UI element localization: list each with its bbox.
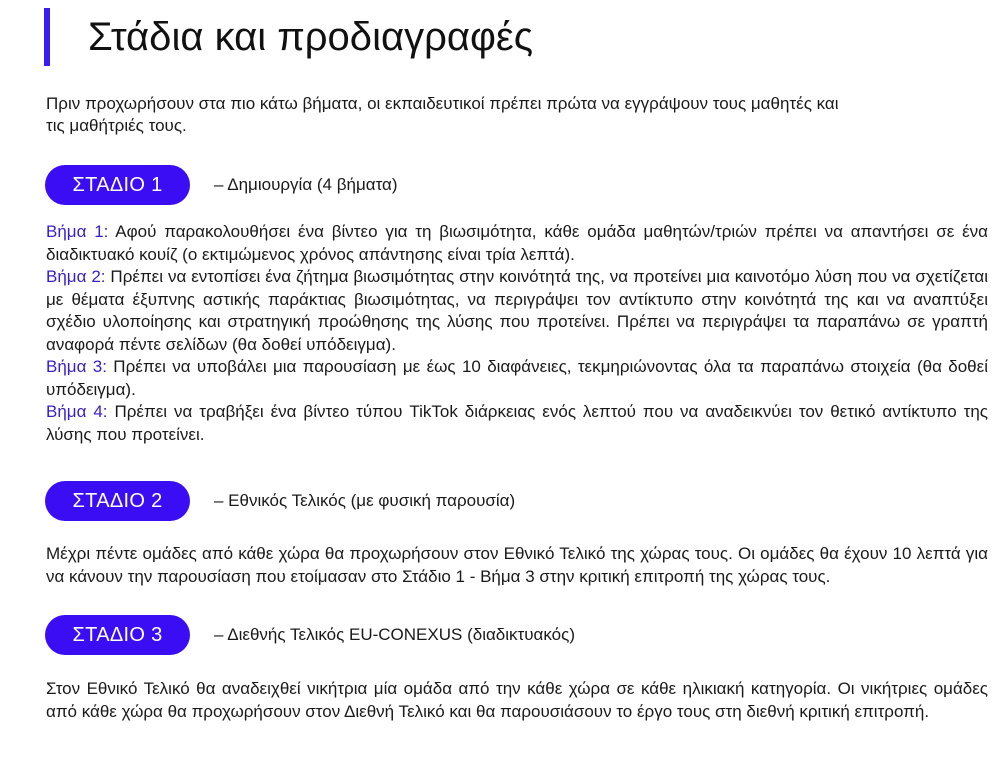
stage-3-paragraph: Στον Εθνικό Τελικό θα αναδειχθεί νικήτρια μία ομάδα από την κάθε χώρα σε κάθε ηλικιακή κατηγορία. Οι νικήτριες ομάδες από κάθε χώρα θα προχωρήσουν στον Διεθνή Τελικό και θα παρουσιάσουν το έργο τους στη διεθνή κριτική επιτροπή. — [46, 679, 988, 721]
stage-2-paragraph: Μέχρι πέντε ομάδες από κάθε χώρα θα προχωρήσουν στον Εθνικό Τελικό της χώρας τους. Οι ομάδες θα έχουν 10 λεπτά για να κάνουν την παρουσίαση που ετοίμασαν στο Στάδιο 1 - Βήμα 3 στην κριτική επιτροπή της χώρας τους. — [46, 544, 988, 586]
title-accent-bar — [44, 8, 50, 66]
stage-2-badge: ΣΤΑΔΙΟ 2 — [45, 481, 190, 521]
stage-1-description: – Δημιουργία (4 βήματα) — [214, 175, 398, 194]
step-4 — [46, 401, 988, 446]
step-1-text: Αφού παρακολουθήσει ένα βίντεο για τη βιωσιμότητα, κάθε ομάδα μαθητών/τριών πρέπει να απαντήσει σε ένα διαδικτυακό κουίζ (ο εκτιμώμενος χρόνος απάντησης είναι τρία λεπτά). — [46, 222, 988, 264]
step-4-label: Βήμα 4: — [46, 402, 108, 421]
step-3 — [46, 356, 988, 401]
stage-1-steps — [46, 221, 988, 446]
step-3-label: Βήμα 3: — [46, 357, 107, 376]
step-3-text: Πρέπει να υποβάλει μια παρουσίαση με έως 10 διαφάνειες, τεκμηριώνοντας όλα τα παραπάνω στοιχεία (θα δοθεί υπόδειγμα). — [46, 357, 988, 399]
step-4-text: Πρέπει να τραβήξει ένα βίντεο τύπου TikTok διάρκειας ενός λεπτού που να αναδεικνύει τον θετικό αντίκτυπο της λύσης που προτείνει. — [46, 402, 988, 444]
stage-3-description: – Διεθνής Τελικός EU-CONEXUS (διαδικτυακός) — [214, 625, 575, 644]
stage-2-description: – Εθνικός Τελικός (με φυσική παρουσία) — [214, 491, 516, 510]
stage-3-badge: ΣΤΑΔΙΟ 3 — [45, 615, 190, 655]
page-title: Στάδια και προδιαγραφές — [88, 15, 533, 59]
stage-1-badge: ΣΤΑΔΙΟ 1 — [45, 165, 190, 205]
step-2-text: Πρέπει να εντοπίσει ένα ζήτημα βιωσιμότητας στην κοινότητά της, να προτείνει μια καινοτόμο λύση που να σχετίζεται με θέματα έξυπνης αστικής παράκτιας βιωσιμότητας, να περιγράψει τον αντίκτυπο στην κοινότητά της και να αναπτύξει σχέδιο υλοποίησης και στρατηγική προώθησης της λύσης που προτείνει. Πρέπει να περιγράψει τα παραπάνω σε γραπτή αναφορά πέντε σελίδων (θα δοθεί υπόδειγμα). — [46, 267, 988, 354]
stage-1-header — [45, 165, 398, 205]
stage-2-header — [45, 481, 515, 521]
stage-3-header — [45, 615, 575, 655]
step-1 — [46, 221, 988, 266]
step-2 — [46, 266, 988, 356]
step-1-label: Βήμα 1: — [46, 222, 109, 241]
step-2-label: Βήμα 2: — [46, 267, 106, 286]
page-header — [44, 8, 533, 66]
intro-paragraph: Πριν προχωρήσουν στα πιο κάτω βήματα, οι εκπαιδευτικοί πρέπει πρώτα να εγγράψουν τους μαθητές και τις μαθήτριές τους. — [46, 94, 839, 135]
